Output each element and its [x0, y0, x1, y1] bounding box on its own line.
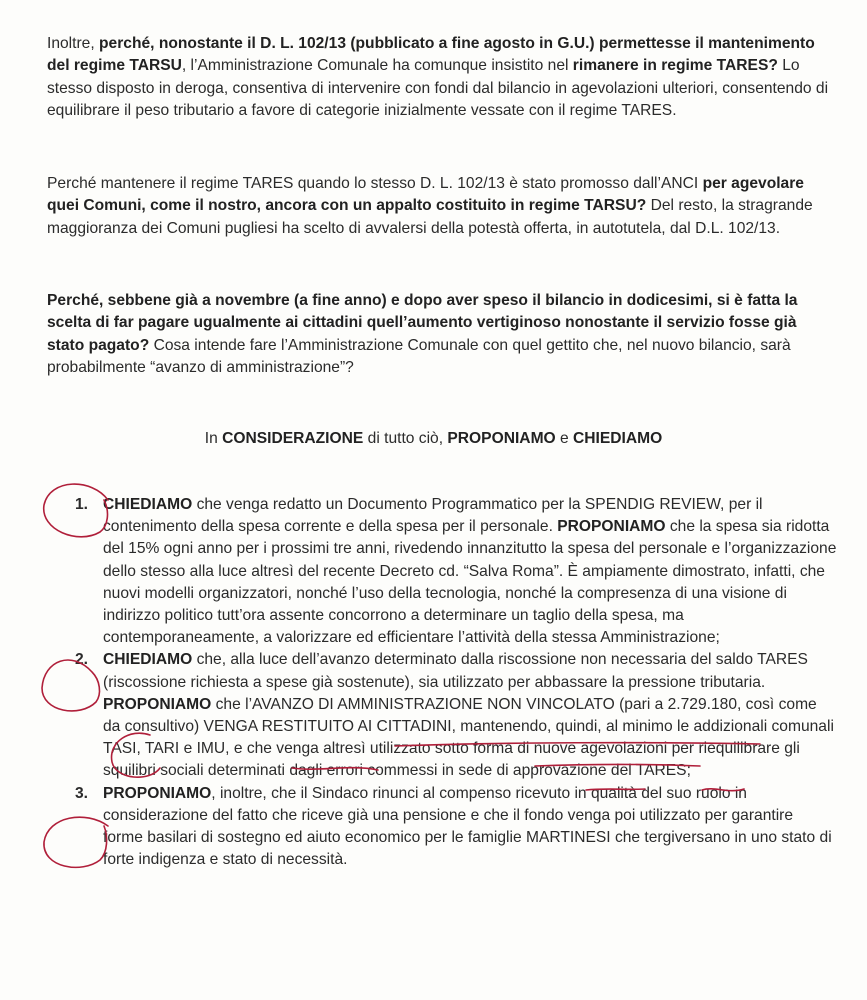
paragraph-november-question [47, 290, 837, 380]
text-run: che l’AVANZO DI AMMINISTRAZIONE NON VINCOLATO (pari a 2.729.180, così come da consultivo) VENGA RESTITUITO AI CITTADINI, mantenendo, quindi, al minimo le addizionali comunali TASI, TARI e IMU, e che venga altresì utilizzato sotto forma di nuove agevolazioni per riequilibrare gli squilibri sociali determinati dagli errori commessi in sede di approvazione del TARES; [103, 695, 834, 780]
paragraph-tares-question [47, 173, 837, 240]
bold-run: perché, nonostante il D. L. 102/13 (pubblicato a fine agosto in G.U.) permettesse il mantenimento del regime TARSU [47, 35, 815, 75]
text-run: Lo stesso disposto in deroga, consentiva di intervenire con fondi dal bilancio in agevolazioni ulteriori, consentendo di equilibrare il peso tributario a favore di categorie inizialmente vessate con il regime TARES. [47, 57, 829, 120]
text-run: che, alla luce dell’avanzo determinato dalla riscossione non necessaria del saldo TARES (riscossione richiesta a spese già sostenute), sia utilizzato per abbassare la pressione tributaria. [103, 651, 808, 691]
text-run: Perché mantenere il regime TARES quando lo stesso D. L. 102/13 è stato promosso dall’ANCI [47, 175, 703, 192]
text-run: di tutto ciò, [363, 430, 448, 447]
text-run: Cosa intende fare l’Amministrazione Comunale con quel gettito che, nel nuovo bilancio, sarà probabilmente “avanzo di amministrazione”? [47, 336, 791, 377]
text-run: In [204, 430, 223, 447]
section-heading [0, 428, 867, 450]
text-run: , l’Amministrazione Comunale ha comunque insistito nel [181, 57, 573, 75]
text-run: , inoltre, che il Sindaco rinunci al compenso ricevuto in qualità del suo ruolo in considerazione del fatto che riceve già una pensione e che il fondo venga poi utilizzato per garantire forme basilari di sostegno ed aiuto economico per le famiglie MARTINESI che tergiversano in uno stato di forte indigenza e stato di necessità. [103, 784, 832, 869]
item-number: 1. [75, 496, 89, 513]
bold-run: rimanere in regime TARES? [572, 57, 778, 75]
bold-run: PROPONIAMO [103, 784, 212, 802]
bold-run: CHIEDIAMO [103, 651, 193, 669]
list-item [47, 649, 837, 782]
text-run: che venga redatto un Documento Programmatico per la SPENDIG REVIEW, per il contenimento della spesa corrente e della spesa per il personale. [103, 496, 763, 536]
bold-run: PROPONIAMO [557, 518, 666, 536]
text-run: e [555, 430, 574, 447]
bold-run: PROPONIAMO [103, 695, 212, 713]
bold-run: CHIEDIAMO [573, 430, 663, 447]
proposals-list [47, 494, 837, 871]
bold-run: per agevolare quei Comuni, come il nostro, ancora con un appalto costituito in regime TARSU? [47, 175, 804, 215]
paragraph-tarsu-question [47, 33, 837, 123]
bold-run: PROPONIAMO [447, 430, 556, 447]
bold-run: CHIEDIAMO [103, 496, 193, 513]
text-run: Del resto, la stragrande maggioranza dei Comuni pugliesi ha scelto di avvalersi della potestà offerta, in autotutela, dal D.L. 102/13. [47, 197, 813, 237]
item-number: 2. [75, 651, 89, 669]
bold-run: CONSIDERAZIONE [222, 430, 364, 447]
bold-run: Perché, sebbene già a novembre (a fine anno) e dopo aver speso il bilancio in dodicesimi, si è fatta la scelta di far pagare ugualmente ai cittadini quell’aumento vertiginoso nonostante il servizio fosse già stato pagato? [47, 292, 798, 354]
item-number: 3. [75, 784, 89, 802]
list-item [47, 494, 837, 649]
list-item [47, 783, 837, 872]
text-run: che la spesa sia ridotta del 15% ogni anno per i prossimi tre anni, rivedendo innanzitutto la spesa del personale e l’organizzazione dello stesso alla luce altresì del recente Decreto cd. “Salva Roma”. È ampiamente dimostrato, infatti, che nuovi modelli organizzatori, nonché l’uso della tecnologia, nonché la compresenza di una visione di indirizzo politico tutt’ora assente concorrono a determinare un taglio della spesa, ma contemporaneamente, a valorizzare ed efficientare l’attività della stessa Amministrazione; [103, 518, 837, 647]
text-run: Inoltre, [47, 35, 100, 52]
